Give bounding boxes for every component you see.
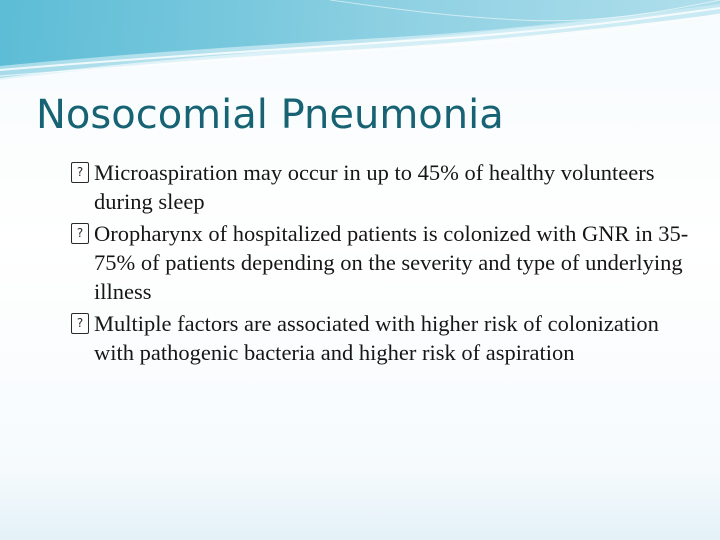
bottom-background-shade: [0, 470, 720, 540]
bullet-list: [71, 158, 691, 370]
header-wave-decoration: [0, 0, 720, 90]
bullet-text: Oropharynx of hospitalized patients is colonized with GNR in 35-75% of patients depending on the severity and type of underlying illness: [94, 221, 689, 304]
missing-glyph-icon: ?: [71, 162, 89, 183]
bullet-text: Multiple factors are associated with higher risk of colonization with pathogenic bacteria and higher risk of aspiration: [94, 311, 659, 365]
bullet-item: [71, 309, 691, 367]
missing-glyph-icon: ?: [71, 313, 89, 334]
bullet-item: [71, 219, 691, 306]
slide-title: Nosocomial Pneumonia: [36, 92, 504, 138]
bullet-item: [71, 158, 691, 216]
bullet-text: Microaspiration may occur in up to 45% of healthy volunteers during sleep: [94, 160, 655, 214]
missing-glyph-icon: ?: [71, 223, 89, 244]
